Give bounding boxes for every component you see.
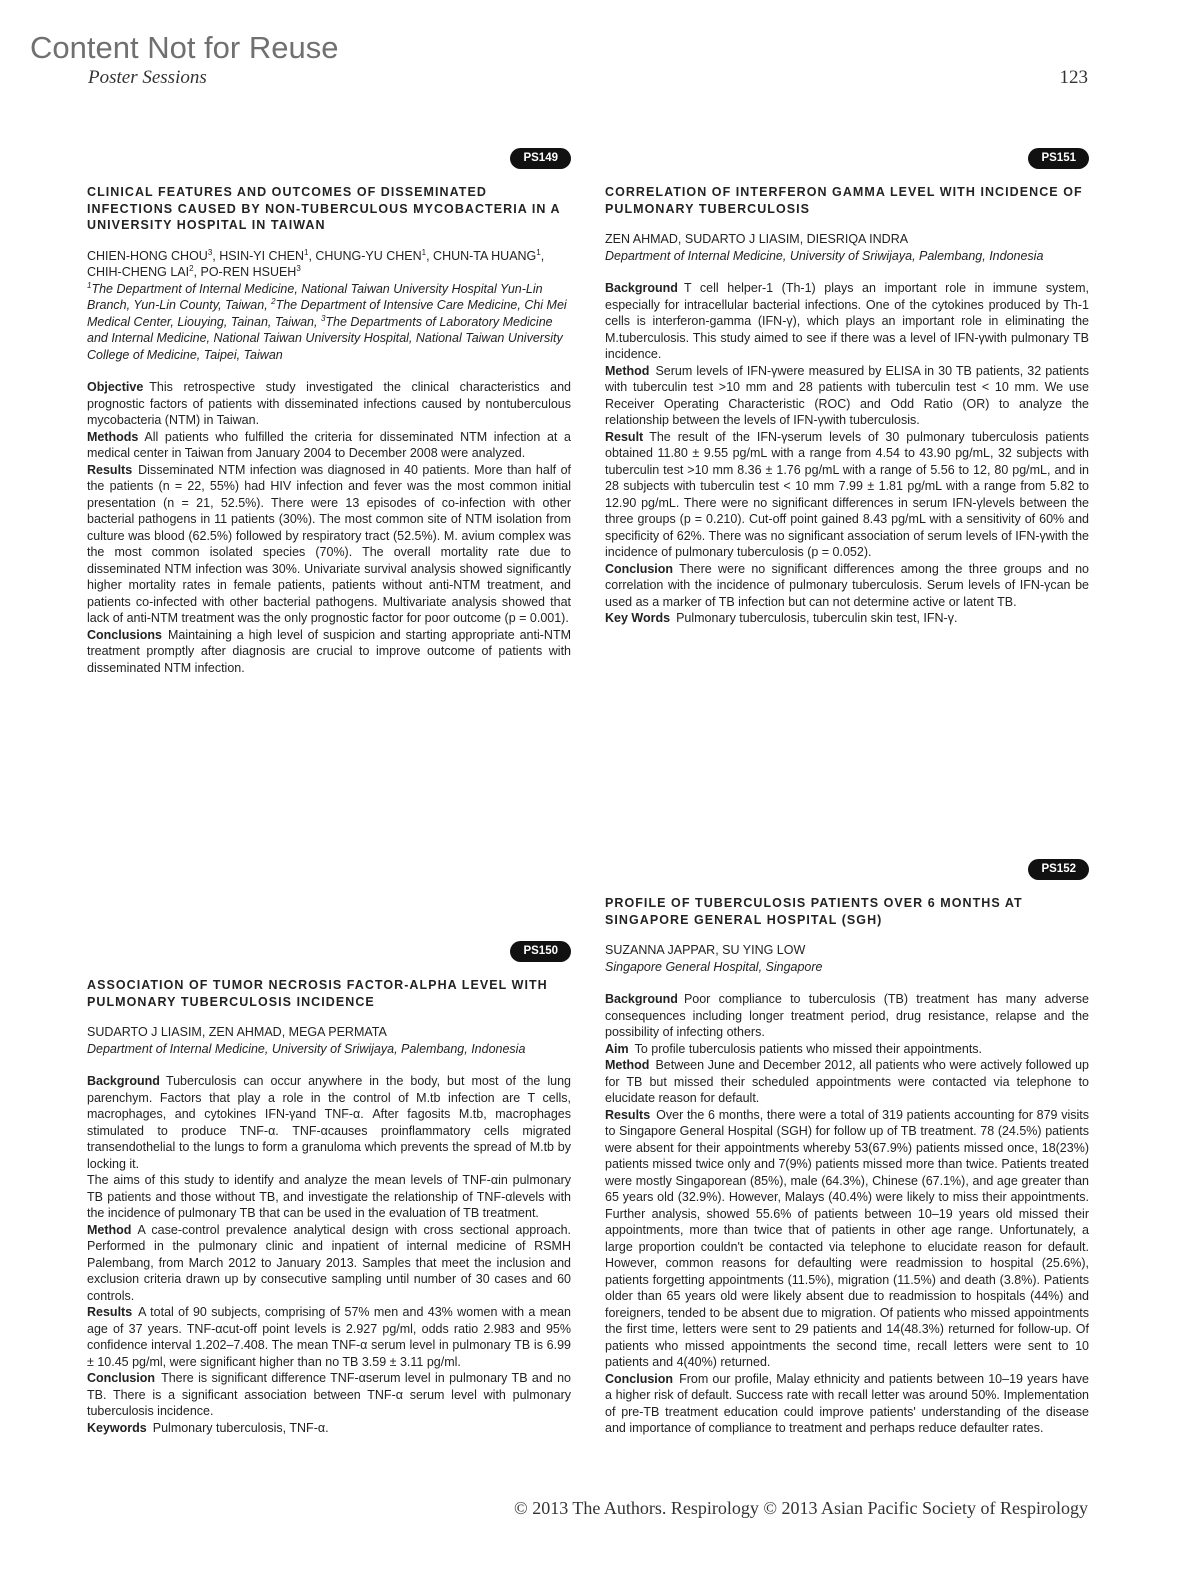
copyright-footer: © 2013 The Authors. Respirology © 2013 Asian Pacific Society of Respirology	[514, 1498, 1088, 1518]
page-number: 123	[1059, 67, 1088, 88]
abstract-affiliation: Singapore General Hospital, Singapore	[605, 959, 823, 974]
conclusion-section: Conclusion From our profile, Malay ethnicity and patients between 10–19 years have a higher risk of default. Success rate with recall letter was around 50%. Implementation of pre-TB treatment education could improve patients' understanding of the disease and importance of compliance to treatment and perhaps reduce defaulter rates.	[605, 1371, 1089, 1435]
abstract-authors: SUDARTO J LIASIM, ZEN AHMAD, MEGA PERMATA	[87, 1025, 387, 1039]
conclusion-section: Conclusion There is significant difference TNF-αserum level in pulmonary TB and no TB. There is a significant association between TNF-α serum level with pulmonary tuberculosis incidence.	[87, 1371, 571, 1418]
aims-paragraph: The aims of this study to identify and analyze the mean levels of TNF-αin pulmonary TB patients and those without TB, and investigate the relationship of TNF-αlevels with the incidence of pulmonary TB that can be used in the evaluation of TB treatment.	[87, 1173, 571, 1220]
abstract-badge: PS151	[1028, 148, 1089, 169]
abstract-ps152	[605, 859, 1089, 1437]
aim-section: Aim To profile tuberculosis patients who missed their appointments.	[605, 1041, 983, 1056]
background-section: Background Tuberculosis can occur anywhere in the body, but most of the lung parenchym. Factors that play a role in the control of M.tb infection are T cells, macrophages, and cytokines IFN-γand TNF-α. After fagosits M.tb, macrophages stimulated to produce TNF-α. TNF-αcauses proinflammatory cells migrated transendothelial to the lungs to form a granuloma which prevents the spread of M.tb by locking it.	[87, 1074, 571, 1171]
abstract-authors: CHIEN-HONG CHOU$^3$, HSIN-YI CHEN$^1$, CHUNG-YU CHEN$^1$, CHUN-TA HUANG$^1$, CHIH-CHENG LAI$^2$, PO-REN HSUEH$^3$	[87, 247, 545, 279]
method-section: Method A case-control prevalence analytical design with cross sectional approach. Performed in the pulmonary clinic and inpatient of internal medicine of RSMH Palembang, from March 2012 to January 2013. Samples that meet the inclusion and exclusion criteria drawn up by consecutive sampling until number of 30 cases and 60 controls.	[87, 1222, 571, 1303]
abstract-ps151	[605, 148, 1089, 627]
running-head: Poster Sessions	[88, 67, 207, 88]
abstract-ps149	[87, 148, 571, 676]
results-section: Results Disseminated NTM infection was diagnosed in 40 patients. More than half of the patients (n = 22, 55%) had HIV infection and fever was the most common initial presentation (n = 21, 52.5%). There were 13 episodes of co-infection with other bacterial pathogens in 11 patients (30%). The most common site of NTM isolation from culture was blood (62.5%) followed by respiratory tract (52.5%). M. avium complex was the most common isolated species (70%). The overall mortality rate due to disseminated NTM infection was 30%. Univariate survival analysis showed significantly higher mortality rates in female patients, patients without anti-NTM treatment, and patients co-infected with other bacterial pathogens. Multivariate analysis showed that lack of anti-NTM treatment was the only prognostic factor for poor outcome (p = 0.001).	[87, 462, 571, 625]
abstract-title: ASSOCIATION OF TUMOR NECROSIS FACTOR-ALPHA LEVEL WITH PULMONARY TUBERCULOSIS INCIDENCE	[87, 978, 548, 1009]
methods-section: Methods All patients who fulfilled the criteria for disseminated NTM infection at a medical center in Taiwan from January 2004 to December 2008 were analyzed.	[87, 429, 571, 460]
results-section: Results A total of 90 subjects, comprising of 57% men and 43% women with a mean age of 37 years. TNF-αcut-off point levels is 2.927 pg/ml, odds ratio 2.983 and 95% confidence interval 1.202–7.408. The mean TNF-α serum level in pulmonary TB is 6.99 ± 10.45 pg/ml, were significant higher than no TB 3.59 ± 3.11 pg/ml.	[87, 1305, 571, 1369]
abstract-affiliation: Department of Internal Medicine, University of Sriwijaya, Palembang, Indonesia	[87, 1041, 526, 1056]
abstract-badge: PS150	[510, 941, 571, 962]
keywords-section: Keywords Pulmonary tuberculosis, TNF-α.	[87, 1420, 329, 1435]
background-section: Background Poor compliance to tuberculosis (TB) treatment has many adverse consequences including longer treatment period, drug resistance, relapse and the possibility of infecting others.	[605, 992, 1089, 1039]
keywords-section: Key Words Pulmonary tuberculosis, tuberculin skin test, IFN-γ.	[605, 611, 958, 625]
method-section: Method Serum levels of IFN-γwere measured by ELISA in 30 TB patients, 32 patients with tuberculin test >10 mm and 28 patients with tuberculin test < 10 mm. We use Receiver Operating Characteristic (ROC) and Odd Ratio (OR) to analyze the relationship between the levels of IFN-γwith tuberculosis.	[605, 363, 1089, 427]
objective-section: Objective This retrospective study investigated the clinical characteristics and prognostic factors of patients with disseminated infections caused by nontuberculous mycobacteria (NTM) in Taiwan.	[87, 380, 571, 427]
abstract-ps150	[87, 941, 571, 1436]
background-section: Background T cell helper-1 (Th-1) plays an important role in immune system, especially for intracellular bacterial infections. One of the cytokines produced by Th-1 cells is interferon-gamma (IFN-γ), which plays an important role in eliminating the M.tuberculosis. This study aimed to see if there was a level of IFN-γwith pulmonary TB incidence.	[605, 281, 1089, 361]
conclusions-section: Conclusions Maintaining a high level of suspicion and starting appropriate anti-NTM treatment promptly after diagnosis are crucial to improve outcome of patients with disseminated NTM infection.	[87, 627, 571, 675]
abstract-title: CORRELATION OF INTERFERON GAMMA LEVEL WITH INCIDENCE OF PULMONARY TUBERCULOSIS	[605, 185, 1083, 216]
conclusion-section: Conclusion There were no significant differences among the three groups and no correlation with the incidence of pulmonary tuberculosis. Serum levels of IFN-γcan be used as a marker of TB infection but can not determine active or latent TB.	[605, 561, 1089, 609]
abstract-title: CLINICAL FEATURES AND OUTCOMES OF DISSEMINATED INFECTIONS CAUSED BY NON-TUBERCULOUS MYCOBACTERIA IN A UNIVERSITY HOSPITAL IN TAIWAN	[87, 185, 561, 232]
abstract-badge: PS149	[510, 148, 571, 169]
abstract-affiliation: $^1$The Department of Internal Medicine, National Taiwan University Hospital Yun-Lin Branch, Yun-Lin County, Taiwan, $^2$The Department of Intensive Care Medicine, Chi Mei Medical Center, Liouying, Tainan, Taiwan, $^3$The Departments of Laboratory Medicine and Internal Medicine, National Taiwan University Hospital, National Taiwan University College of Medicine, Taipei, Taiwan	[87, 280, 567, 362]
result-section: Result The result of the IFN-γserum levels of 30 pulmonary tuberculosis patients obtained 11.80 ± 9.55 pg/mL with a range from 4.54 to 43.90 pg/mL, 32 subjects with tuberculin test >10 mm 8.36 ± 1.76 pg/mL with a range of 5.56 to 12, 80 pg/mL, and in 28 subjects with tuberculin test < 10 mm 7.99 ± 1.81 pg/mL with a range from 5.82 to 12.90 pg/mL. There were no significant differences in serum IFN-γlevels between the three groups (p = 0.210). Cut-off point gained 8.43 pg/mL with a sensitivity of 60% and specificity of 62%. There was no significant association of serum levels of IFN-γwith the incidence of pulmonary tuberculosis (p = 0.052).	[605, 429, 1089, 559]
results-section: Results Over the 6 months, there were a total of 319 patients accounting for 879 visits to Singapore General Hospital (SGH) for follow up of TB treatment. 78 (24.5%) patients were absent for their appointments whereby 53(67.9%) patients missed once, 18(23%) patients missed twice only and 7(9%) patients missed more than twice. Patients treated were mostly Singaporean (85%), male (64.3%), Chinese (67.1%), and age greater than 65 years old (32.9%). However, Malays (40.4%) were likely to miss their appointments. Further analysis, showed 55.6% of patients between 10–19 years old missed their appointments, more than twice that of patients in other age range. Unfortunately, a large proportion couldn't be contacted via telephone to elucidate reason for default. However, common reasons for defaulting were readmission to hospital (25.6%), patients forgetting appointments (11.5%), migration (11.5%) and death (3.8%). Patients older than 65 years old were likely absent due to readmission to hospitals (44%) and foreigners, tended to be absent due to migration. Of patients who missed appointments the first time, letters were sent to 29 patients and 14(48.3%) returned for follow-up. Of patients who missed appointments the second time, recall letters were sent to 10 patients and 4(40%) returned.	[605, 1107, 1089, 1369]
abstract-affiliation: Department of Internal Medicine, University of Sriwijaya, Palembang, Indonesia	[605, 248, 1044, 263]
watermark: Content Not for Reuse	[30, 30, 339, 65]
method-section: Method Between June and December 2012, all patients who were actively followed up for TB but missed their scheduled appointments were contacted via telephone to elucidate reason for default.	[605, 1058, 1089, 1105]
abstract-authors: SUZANNA JAPPAR, SU YING LOW	[605, 943, 806, 957]
abstract-title: PROFILE OF TUBERCULOSIS PATIENTS OVER 6 MONTHS AT SINGAPORE GENERAL HOSPITAL (SGH)	[605, 896, 1023, 927]
abstract-authors: ZEN AHMAD, SUDARTO J LIASIM, DIESRIQA INDRA	[605, 232, 909, 246]
abstract-badge: PS152	[1028, 859, 1089, 880]
